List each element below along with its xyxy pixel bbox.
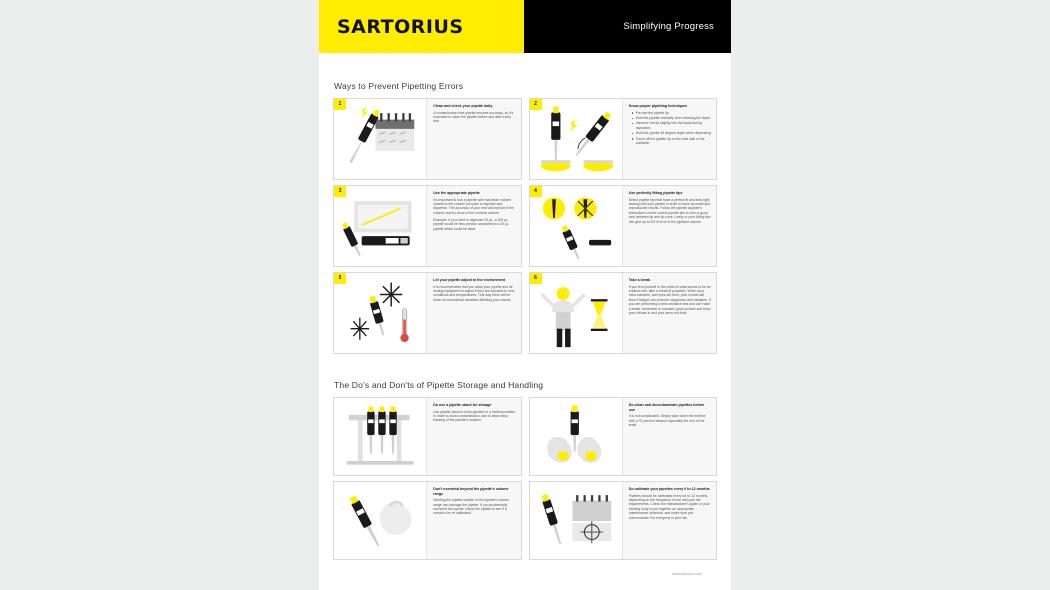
card-heading: Know proper pipetting techniques — [628, 104, 688, 108]
card-number-badge: 3 — [334, 186, 346, 197]
storage-card-grid — [333, 397, 717, 560]
card-heading: Do use a pipette stand for storage — [433, 403, 492, 407]
card-figure — [530, 398, 623, 475]
card-heading: Use the appropriate pipette — [433, 191, 480, 195]
card-text — [427, 482, 520, 559]
sheet-body — [319, 81, 731, 576]
list-item: Pre-wet the pipette tip — [633, 111, 711, 115]
card-body: A contamination-free pipette ensures accuracy, so it's important to clean the pipette before and after every use. — [433, 110, 514, 124]
list-item: Hold the pipette 45 degree angle while dispensing — [633, 131, 711, 135]
document-page — [319, 0, 731, 590]
card-body: Select pipette tips that have a perfect fit and leak-tight sealing with your pipette in order to have accurate and reproducible results. Follow the pipette supplier's instructions on the correct pipette tips to form a good seal between tip and tip cone. Leaky or poor fitting tips can give up to 50 % error in the pipetted volume. — [628, 197, 711, 224]
storage-card — [333, 397, 522, 476]
card-figure — [334, 482, 427, 559]
storage-card — [529, 397, 718, 476]
illustration-volume-display — [334, 186, 426, 266]
illustration-overwind-hand — [334, 482, 426, 559]
card-text — [427, 273, 520, 353]
card-figure — [334, 186, 427, 266]
tagline: Simplifying Progress — [623, 21, 714, 32]
card-figure — [334, 273, 427, 353]
tip-card — [529, 272, 718, 354]
header-brand-block — [319, 0, 524, 53]
card-body-secondary: Example: If you need to dispense 20 µL, a 200 µL pipette would be less precise compared to a 20 µL pipette which could be ideal. — [433, 217, 509, 231]
list-item: Hold the pipette vertically when drawing the liquid — [633, 116, 711, 120]
section-title-errors: Ways to Prevent Pipetting Errors — [334, 81, 464, 91]
card-figure — [334, 99, 427, 179]
card-heading: Do clean and decontaminate pipettes before use — [628, 403, 705, 412]
card-body: It's important to use a pipette with maximum volume closest to the volume you plan to aspirate and dispense. The accuracy of your test will improve if the volume used is close to the nominal volume. — [433, 197, 514, 215]
section-title-storage: The Do's and Don'ts of Pipette Storage and Handling — [334, 380, 544, 390]
card-text — [427, 186, 520, 266]
illustration-tip-fit-check — [530, 186, 622, 266]
illustration-two-pipettes-angles — [530, 99, 622, 179]
card-figure — [530, 273, 623, 353]
card-body: Pipettes should be calibrated every six to 12 months, depending on the frequency of use and your lab requirements. Check the manufacturer's guide or your existing body to put together an appropriate maintenance schedule, and make sure you communicate it to everyone in your lab. — [628, 493, 710, 520]
card-figure — [530, 482, 623, 559]
card-text — [623, 99, 716, 179]
card-heading: Take a break — [628, 278, 651, 282]
illustration-person-hourglass — [530, 273, 622, 353]
header-tagline-block — [524, 0, 731, 53]
card-text — [623, 398, 716, 475]
card-body: It is not complicated. Simply wipe down the exterior with a 70-percent ethanol especially the end of the shaft. — [628, 414, 706, 427]
card-figure — [334, 398, 427, 475]
card-number-badge: 2 — [530, 99, 542, 110]
tip-card — [529, 185, 718, 267]
card-bullet-list — [629, 111, 711, 146]
card-text — [623, 186, 716, 266]
card-body: Winding the pipette outside of the pipette's volume range can damage the pipette. If you accidentally overwind the pipette, check the pipette to see if it needs to be re-calibrated. — [433, 498, 509, 516]
card-text — [427, 398, 520, 475]
card-heading: Clean and check your pipette daily — [433, 104, 493, 108]
storage-card — [529, 481, 718, 560]
storage-card — [333, 481, 522, 560]
list-item: Immerse the tip slightly into the liquid during aspiration — [633, 121, 711, 130]
page-header — [319, 0, 731, 53]
card-text — [623, 273, 716, 353]
errors-card-grid — [333, 98, 717, 354]
card-number-badge: 1 — [334, 99, 346, 110]
tip-card — [529, 98, 718, 180]
card-heading: Do calibrate your pipettes every 6 to 12 months — [628, 487, 710, 491]
card-body: Use pipette stand to keep pipettes in a vertical position in order to avoid contamination, and to allow easy tracking of the pipette's location. — [433, 409, 516, 423]
card-body: It is recommended that you allow your pipette and all testing equipment to adjust if they are exposed to new conditions and temperatures. This way there will be fewer environmental variables affecting your results. — [433, 284, 515, 302]
card-figure — [530, 99, 623, 179]
card-text — [623, 482, 716, 559]
card-number-badge: 5 — [334, 273, 346, 284]
card-number-badge: 6 — [530, 273, 542, 284]
illustration-pipette-stand — [334, 398, 426, 475]
card-heading: Use perfectly fitting pipette tips — [628, 191, 683, 195]
tip-card — [333, 185, 522, 267]
card-text — [427, 99, 520, 179]
card-number-badge: 4 — [530, 186, 542, 197]
illustration-temperature-snowflake — [334, 273, 426, 353]
card-figure — [530, 186, 623, 266]
sartorius-logo: SARTORIUS — [337, 15, 464, 38]
tip-card — [333, 272, 522, 354]
illustration-calibration-balance — [530, 482, 622, 559]
footer-url: www.sartorius.com — [671, 572, 702, 576]
card-body: If you find yourself in the midst of what seems to be an endless test, take a break (if possible). When your mind wanders, and eyes are tired, your results will slow it fatigue can promote sloppiness and mistakes. If you are performing a time-sensitive test and can't take a break, remember to maintain good posture and keep your elbows in and your arms not front. — [628, 284, 711, 316]
card-heading: Don't overwind beyond the pipette's volume range — [433, 487, 509, 496]
tip-card — [333, 98, 522, 180]
list-item: Touch off the pipette tip on the side wall of the container — [633, 137, 711, 146]
illustration-gloves-cleaning — [530, 398, 622, 475]
illustration-pipette-and-calendar — [334, 99, 426, 179]
card-heading: Let your pipette adjust to the environment — [433, 278, 506, 282]
